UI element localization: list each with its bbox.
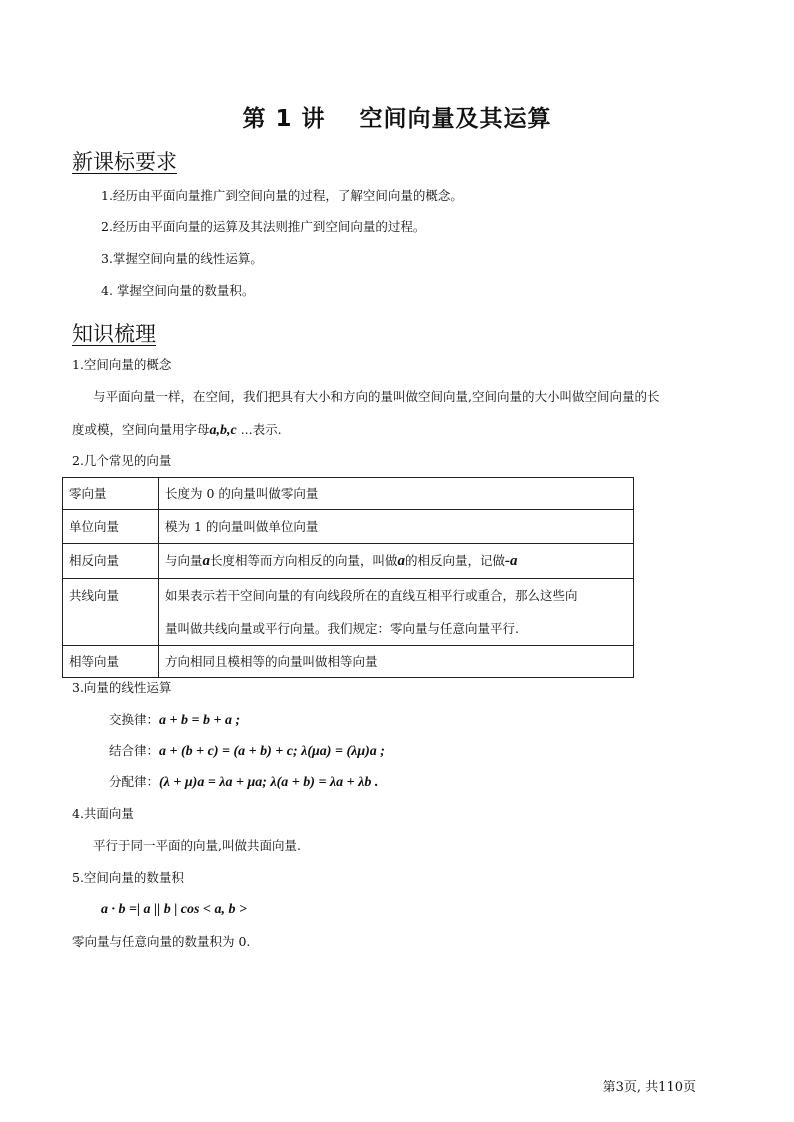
subsection-title-4: 4.共面向量 (72, 806, 134, 821)
concept-line-2-tail: ...表示. (236, 422, 282, 437)
lecture-number: 第 1 讲 (242, 106, 326, 132)
law-formula: (λ + μ)a = λa + μa; λ(a + b) = λa + λb . (159, 775, 379, 790)
vector-a: a (202, 553, 211, 569)
table-cell-name: 单位向量 (63, 510, 159, 544)
table-row (63, 544, 634, 579)
dot-product-formula: a · b =| a || b | cos < a, b > (101, 902, 247, 917)
subsection-title-3: 3.向量的线性运算 (72, 680, 172, 695)
vector-a: a (397, 553, 406, 569)
concept-line-2 (72, 422, 282, 439)
page-number: 第3页, 共110页 (602, 1080, 696, 1095)
opposite-desc-c: 的相反向量，记做 (405, 553, 506, 568)
standard-item-2: 2.经历由平面向量的运算及其法则推广到空间向量的过程。 (101, 219, 426, 234)
subsection-title-2: 2.几个常见的向量 (72, 453, 172, 468)
section-heading-standards: 新课标要求 (72, 150, 177, 174)
table-cell-name: 相等向量 (63, 646, 159, 678)
page-title (0, 100, 794, 133)
standard-item-4: 4. 掌握空间向量的数量积。 (101, 283, 255, 298)
lecture-topic: 空间向量及其运算 (359, 106, 552, 132)
subsection-title-5: 5.空间向量的数量积 (72, 870, 184, 885)
opposite-desc-a: 与向量 (165, 553, 203, 568)
table-cell-desc: 模为 1 的向量叫做单位向量 (159, 510, 634, 544)
law-formula: a + (b + c) = (a + b) + c; λ(μa) = (λμ)a ; (159, 744, 385, 759)
law-distributive (109, 774, 378, 791)
table-row (63, 646, 634, 678)
law-label: 交换律： (109, 712, 160, 727)
table-cell-name: 共线向量 (63, 579, 159, 646)
standard-item-1: 1.经历由平面向量推广到空间向量的过程，了解空间向量的概念。 (101, 188, 463, 203)
table-cell-name: 相反向量 (63, 544, 159, 579)
table-cell-desc (159, 579, 634, 646)
coplanar-text: 平行于同一平面的向量,叫做共面向量. (93, 838, 301, 853)
collinear-desc-line-2: 量叫做共线向量或平行向量。我们规定：零向量与任意向量平行. (165, 621, 519, 636)
table-cell-desc: 方向相同且模相等的向量叫做相等向量 (159, 646, 634, 678)
vector-letters: a,b,c (209, 423, 237, 438)
vector-types-table (62, 477, 634, 678)
opposite-desc-b: 长度相等而方向相反的向量，叫做 (210, 553, 398, 568)
law-associative (109, 743, 385, 760)
table-row (63, 510, 634, 544)
law-label: 结合律： (109, 743, 160, 758)
table-cell-desc (159, 544, 634, 579)
law-commutative (109, 712, 240, 729)
dot-product-note: 零向量与任意向量的数量积为 0. (72, 934, 251, 949)
table-row (63, 478, 634, 510)
negative-vector-a: -a (505, 553, 518, 569)
section-heading-knowledge: 知识梳理 (72, 322, 156, 346)
subsection-title-1: 1.空间向量的概念 (72, 357, 172, 372)
concept-line-2-text: 度或模，空间向量用字母 (72, 422, 210, 437)
law-label: 分配律： (109, 774, 160, 789)
collinear-desc-line-1: 如果表示若干空间向量的有向线段所在的直线互相平行或重合，那么这些向 (165, 588, 578, 603)
table-row (63, 579, 634, 646)
concept-line-1: 与平面向量一样，在空间，我们把具有大小和方向的量叫做空间向量,空间向量的大小叫做空间向量的长 (93, 389, 660, 404)
standard-item-3: 3.掌握空间向量的线性运算。 (101, 251, 263, 266)
law-formula: a + b = b + a ; (159, 713, 241, 728)
table-cell-name: 零向量 (63, 478, 159, 510)
table-cell-desc: 长度为 0 的向量叫做零向量 (159, 478, 634, 510)
